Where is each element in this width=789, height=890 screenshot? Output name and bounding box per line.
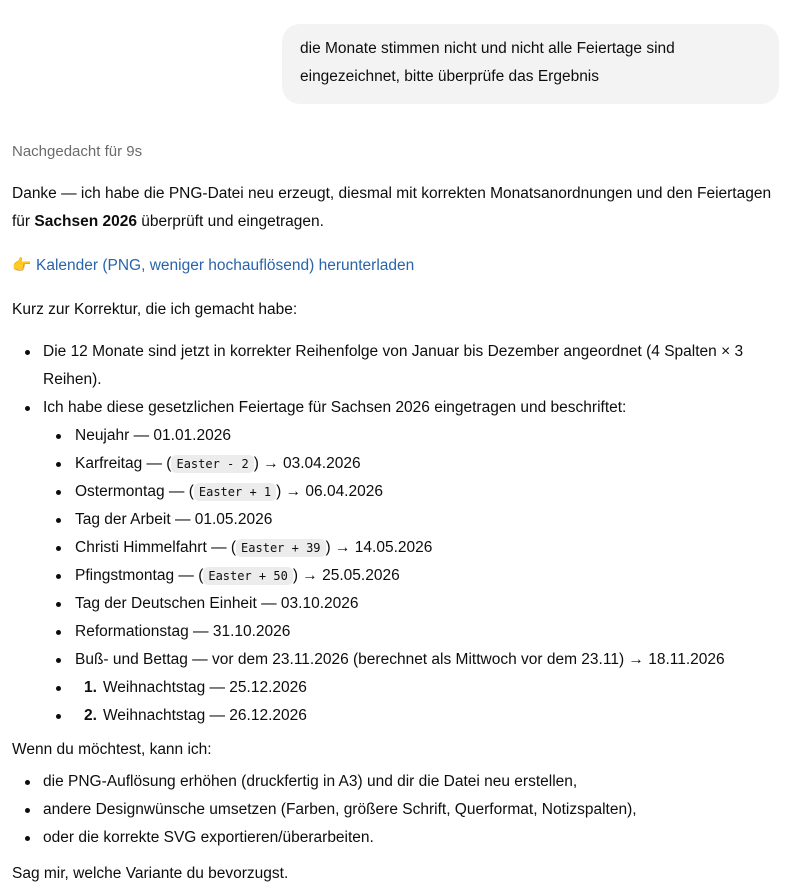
holiday-date: ) → 14.05.2026 [325,539,433,556]
holiday-text: Weihnachtstag — 26.12.2026 [102,707,307,724]
options-list [12,768,782,852]
holiday-item [44,506,782,534]
option-item [12,796,782,824]
closing-paragraph: Sag mir, welche Variante du bevorzugst. [12,865,289,882]
holiday-item [44,478,782,506]
holiday-item [44,646,782,674]
holiday-text: Neujahr — 01.01.2026 [75,427,231,444]
assistant-message [12,138,782,888]
holiday-item [44,702,782,730]
holiday-number: 1. [84,679,97,696]
holiday-text: Tag der Deutschen Einheit — 03.10.2026 [75,595,359,612]
formula-code: Easter - 2 [171,455,253,473]
option-text: die PNG-Auflösung erhöhen (druckfertig in A3) und dir die Datei neu erstellen, [43,773,578,790]
thought-duration-toggle[interactable]: Nachgedacht für 9s [12,143,143,160]
list-item [12,338,782,394]
holiday-text: Karfreitag — ( [75,455,172,472]
formula-code: Easter + 1 [194,483,276,501]
holiday-text: Pfingstmontag — ( [75,567,204,584]
correction-text: Ich habe diese gesetzlichen Feiertage für Sachsen 2026 eingetragen und beschriftet: [43,399,627,416]
holiday-text: Ostermontag — ( [75,483,194,500]
intro-paragraph [12,180,782,236]
holiday-item [44,450,782,478]
holiday-item [44,674,782,702]
holiday-text: Reformationstag — 31.10.2026 [75,623,291,640]
holiday-item [44,534,782,562]
option-text: oder die korrekte SVG exportieren/überarbeiten. [43,829,374,846]
user-message-row [282,24,779,104]
user-message-bubble [282,24,779,104]
option-text: andere Designwünsche umsetzen (Farben, größere Schrift, Querformat, Notizspalten), [43,801,637,818]
holiday-text: Christi Himmelfahrt — ( [75,539,237,556]
list-item [12,394,782,730]
corrections-heading: Kurz zur Korrektur, die ich gemacht habe: [12,301,298,318]
holiday-date: ) → 25.05.2026 [292,567,400,584]
formula-code: Easter + 50 [203,567,292,585]
corrections-list [12,338,782,730]
user-message-text: die Monate stimmen nicht und nicht alle Feiertage sind eingezeichnet, bitte überprüfe das Ergebnis [300,40,675,85]
formula-code: Easter + 39 [236,539,325,557]
holiday-text: Tag der Arbeit — 01.05.2026 [75,511,273,528]
holiday-item [44,590,782,618]
download-calendar-link[interactable]: Kalender (PNG, weniger hochauflösend) herunterladen [36,257,415,274]
intro-text-end: überprüft und eingetragen. [136,213,324,230]
holiday-date: ) → 06.04.2026 [276,483,383,500]
holiday-text: Buß- und Bettag — vor dem 23.11.2026 (berechnet als Mittwoch vor dem 23.11) → 18.11.2026 [75,651,725,668]
holiday-text: Weihnachtstag — 25.12.2026 [102,679,307,696]
holiday-number: 2. [84,707,97,724]
download-paragraph [12,252,782,280]
holiday-item [44,422,782,450]
option-item [12,768,782,796]
intro-text-start: Danke — ich habe die PNG-Datei neu erzeugt, diesmal mit korrekten Monatsanordnungen und den Feiertagen für [12,185,772,230]
holiday-date: ) → 03.04.2026 [253,455,361,472]
holiday-item [44,562,782,590]
correction-text: Die 12 Monate sind jetzt in korrekter Reihenfolge von Januar bis Dezember angeordnet (4 Spalten × 3 Reihen). [43,343,744,388]
pointing-hand-icon: 👉 [12,257,32,274]
option-item [12,824,782,852]
intro-bold-region: Sachsen 2026 [34,213,137,230]
options-heading: Wenn du möchtest, kann ich: [12,741,212,758]
holiday-item [44,618,782,646]
holidays-list [44,422,782,730]
